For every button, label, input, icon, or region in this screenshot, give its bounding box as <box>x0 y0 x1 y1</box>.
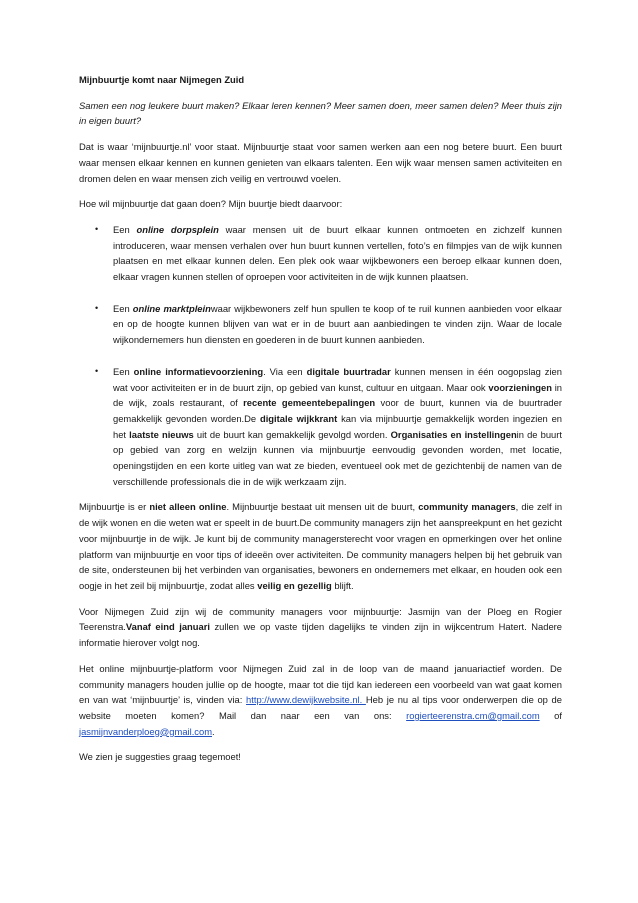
email-link-rogier[interactable]: rogierteerenstra.cm@gmail.com <box>406 709 540 721</box>
intro-paragraph: Samen een nog leukere buurt maken? Elkaar leren kennen? Meer samen doen, meer samen delen? Meer thuis zijn in eigen buurt? <box>79 99 562 127</box>
bold-text: digitale wijkkrant <box>259 412 338 424</box>
emphasis: online dorpsplein <box>136 223 219 235</box>
paragraph-how: Hoe wil mijnbuurtje dat gaan doen? Mijn buurtje biedt daarvoor: <box>79 198 343 210</box>
bullet-icon: • <box>95 302 99 313</box>
text: blijft. <box>331 579 354 591</box>
text: Een <box>113 365 134 377</box>
feature-list <box>79 222 562 490</box>
text: in de buurt op gebied van zorg en welzijn kunnen via mijnbuurtje eenvoudig gevonden worden, met locatie, openingstijden en een korte uitleg van wat ze bieden, eventueel ook met de gezichtenbij de namen van de verschillende professionals die in de wijk werkzaam zijn. <box>113 428 562 487</box>
bold-text: recente gemeentebepalingen <box>243 397 376 409</box>
bold-text: veilig en gezellig <box>257 579 332 591</box>
text: Een <box>113 302 133 314</box>
bold-text: laatste nieuws <box>129 428 194 440</box>
text: Mijnbuurtje is er <box>79 501 150 513</box>
text: . Mijnbuurtje bestaat uit mensen uit de buurt, <box>226 501 419 513</box>
text: waar wijkbewoners zelf hun spullen te koop of te ruil kunnen aanbieden voor elkaar en op de hoogte kunnen blijven van wat er in de buurt aan aanbiedingen te vinden zijn. Waar de locale wijkondernemers hun diensten en goederen in de buurt kunnen aanbieden. <box>113 302 562 346</box>
list-item-marktplein <box>79 301 562 348</box>
text: zullen we op vaste tijden dagelijks te vinden zijn in wijkcentrum Hatert. Nadere informatie hierover volgt nog. <box>79 621 562 649</box>
document-page <box>79 72 562 775</box>
list-item-informatievoorziening <box>79 364 562 490</box>
text: in de wijk, zoals restaurant, of <box>113 381 562 409</box>
emphasis: online marktplein <box>132 302 211 314</box>
text: . <box>212 725 215 737</box>
text: Een <box>113 223 137 235</box>
closing-line: We zien je suggesties graag tegemoet! <box>79 751 241 763</box>
text: kunnen mensen in één oogopslag zien wat voor activiteiten er in de buurt zijn, op gebied van kunst, cultuur en uitgaan. Maar ook <box>113 365 562 393</box>
text: Heb je nu al tips voor onderwerpen die op de website moeten komen? Mail dan naar een van ons: <box>79 694 562 721</box>
text: Voor Nijmegen Zuid zijn wij de community managers voor mijnbuurtje: Jasmijn van der Ploeg en Rogier Teerenstra. <box>79 605 562 633</box>
bold-text: Vanaf eind januari <box>125 621 210 633</box>
website-link[interactable]: http://www.dewijkwebsite.nl. <box>246 694 366 706</box>
paragraph-about: Dat is waar ‘mijnbuurtje.nl’ voor staat. Mijnbuurtje staat voor samen werken aan een nog betere buurt. Een buurt waar mensen elkaar kennen en kunnen genieten van elkaars talenten. Een wijk waar mensen samen activiteiten en dromen delen en waar mensen zich veilig en vertrouwd voelen. <box>79 141 562 184</box>
text: kan via mijnbuurtje gemakkelijk worden ingezien en het <box>113 412 563 440</box>
bold-text: community managers <box>418 501 516 513</box>
bold-text: voorzieningen <box>488 381 552 393</box>
text: uit de buurt kan gemakkelijk gevolgd worden. <box>193 428 391 440</box>
list-item-dorpsplein <box>79 222 562 285</box>
text: voor de buurt, kunnen via de buurtrader gemakkelijk gevonden worden.De <box>113 397 562 424</box>
paragraph-managers <box>79 604 562 651</box>
text: waar mensen uit de buurt elkaar kunnen ontmoeten en zichzelf kunnen introduceren, waar mensen verhalen over hun buurt kunnen vertellen, foto’s en filmpjes van de wijk kunnen plaatsen en met elkaar kunnen delen. Een plek ook waar wijkbewoners een beroep elkaar kunnen doen, elkaar vragen kunnen stellen of oproepen voor activiteiten in de wijk kunnen plaatsen. <box>113 223 562 283</box>
paragraph-community <box>79 499 562 593</box>
bold-text: Organisaties en instellingen <box>390 428 517 440</box>
email-link-jasmijn[interactable]: jasmijnvanderploeg@gmail.com <box>79 725 213 737</box>
bullet-icon: • <box>95 365 99 376</box>
text: , die zelf in de wijk wonen en die weten wat er speelt in de buurt.De community managers zijn het aanspreekpunt en het gezicht voor mijnbuurtje in de wijk. Je kunt bij de community managersterecht voor vragen en opmerkingen over het online platform van mijnbuurtje en voor tips of ideeën over activiteiten. De community managers helpen bij het gebruik van de site, ondersteunen bij het verbinden van organisaties, bewoners en ondernemers met elkaar, en houden ook een oogje in het zeil bij mijnbuurtje, zodat alles <box>79 501 563 591</box>
text: . Via een <box>263 365 307 377</box>
bold-text: digitale buurtradar <box>306 365 391 377</box>
bullet-icon: • <box>95 223 99 234</box>
bold-text: niet alleen online <box>149 501 227 513</box>
bold-text: online informatievoorziening <box>133 365 264 377</box>
document-title: Mijnbuurtje komt naar Nijmegen Zuid <box>79 74 245 85</box>
text: Het online mijnbuurtje-platform voor Nijmegen Zuid zal in de loop van de maand januariactief worden. De community managers houden jullie op de hoogte, maar tot die tijd kan iedereen een voorbeeld van wat gaat komen en van wat ‘mijnbuurtje’ is, vinden via: <box>79 662 562 706</box>
text: of <box>539 709 562 721</box>
paragraph-platform <box>79 661 562 740</box>
